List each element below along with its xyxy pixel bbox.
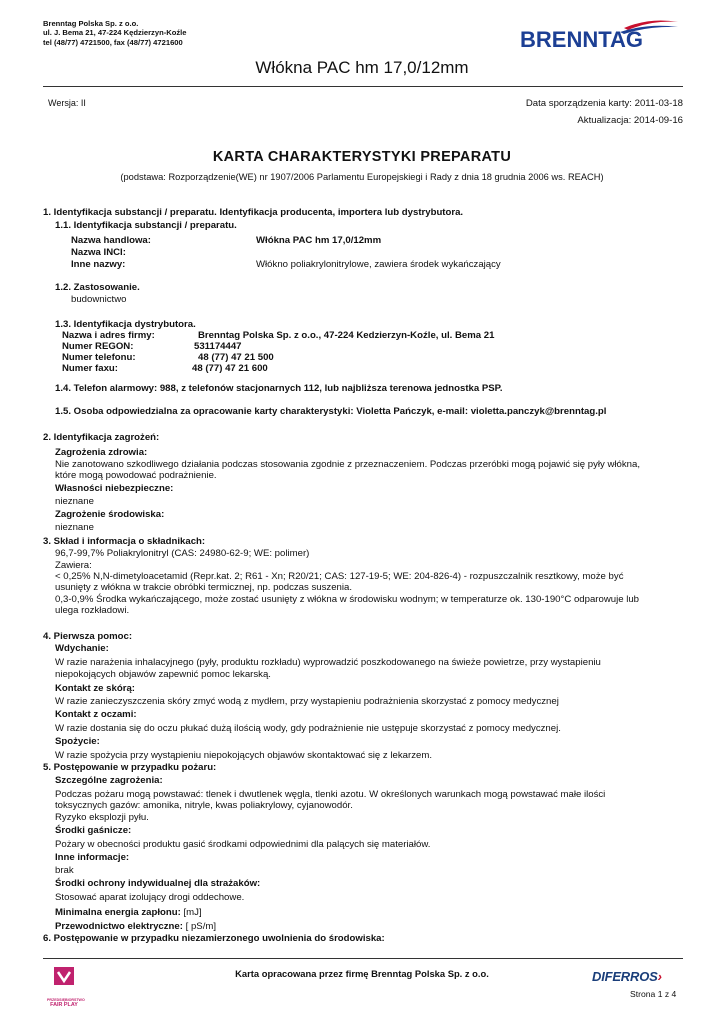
section-4-heading: 4. Pierwsza pomoc: <box>43 631 133 642</box>
product-title: Włókna PAC hm 17,0/12mm <box>255 58 469 77</box>
composition-line-2: Zawiera: <box>55 560 92 571</box>
fair-play-title: FAIR PLAY <box>50 1002 78 1008</box>
ignition-energy-label: Minimalna energia zapłonu: <box>55 907 181 918</box>
composition-line-5: 0,3-0,9% Środka wykańczającego, może zostać usunięty z włókna w środowisku wodnym; w temperaturze ok. 130-190°C odparowuje lub <box>55 594 640 605</box>
section-6-heading: 6. Postępowanie w przypadku niezamierzonego uwolnienia do środowiska: <box>43 933 385 944</box>
section-1-2-heading: 1.2. Zastosowanie. <box>55 282 140 293</box>
company-phone: tel (48/77) 4721500, fax (48/77) 4721600 <box>43 37 183 47</box>
phone-label: Numer telefonu: <box>62 352 136 363</box>
eye-contact-label: Kontakt z oczami: <box>55 709 137 720</box>
environment-hazard-value: nieznane <box>55 522 94 533</box>
section-3-heading: 3. Skład i informacja o składnikach: <box>43 536 206 547</box>
company-address <box>43 19 187 47</box>
section-2-heading: 2. Identyfikacja zagrożeń: <box>43 432 160 443</box>
firefighter-ppe-line: Stosować aparat izolujący drogi oddechowe. <box>55 892 245 903</box>
document-title: KARTA CHARAKTERYSTYKI PREPARATU <box>212 149 512 165</box>
composition-line-3: < 0,25% N,N-dimetyloacetamid (Repr.kat. 2; R61 - Xn; R20/21; CAS: 127-19-5; WE: 204-826-4) - rozpuszczalnik resztkowy, może być <box>55 571 624 582</box>
section-1-4-emergency: 1.4. Telefon alarmowy: 988, z telefonów stacjonarnych 112, lub najbliższa terenowa jednostka PSP. <box>55 383 503 394</box>
use-value: budownictwo <box>71 294 127 305</box>
regon-label: Numer REGON: <box>62 341 134 352</box>
dangerous-properties-value: nieznane <box>55 496 94 507</box>
composition-line-4: usunięty z włókna w trakcie obróbki termicznej, np. podczas suszenia. <box>55 582 353 593</box>
ingestion-line: W razie spożycia przy wystąpieniu niepokojących objawów skontaktować się z lekarzem. <box>55 750 432 761</box>
conductivity-value: [ pS/m] <box>185 921 217 932</box>
fair-play-subtitle: PRZEDSIĘBIORSTWO <box>47 998 85 1002</box>
environment-hazard-label: Zagrożenie środowiska: <box>55 509 165 520</box>
inhalation-label: Wdychanie: <box>55 643 109 654</box>
other-names-label: Inne nazwy: <box>71 259 126 270</box>
company-name: Brenntag Polska Sp. z o.o. <box>43 19 139 28</box>
other-info-value: brak <box>55 865 74 876</box>
trade-name-label: Nazwa handlowa: <box>71 235 151 246</box>
regon-value: 531174447 <box>194 341 242 352</box>
section-1-5-contact: 1.5. Osoba odpowiedzialna za opracowanie karty charakterystyki: Violetta Pańczyk, e-mail: violetta.panczyk@brenntag.pl <box>55 406 607 417</box>
date-created: Data sporządzenia karty: 2011-03-18 <box>525 98 683 109</box>
logo-text: BRENNTAG <box>520 27 644 52</box>
header-divider <box>43 86 683 87</box>
fax-label: Numer faxu: <box>62 363 118 374</box>
diferros-text: DIFERROS <box>592 969 658 984</box>
inhalation-line-1: W razie narażenia inhalacyjnego (pyły, produktu rozkładu) wyprowadzić poszkodowanego na świeże powietrze, przy wystapieniu <box>55 657 601 668</box>
extinguishing-label: Środki gaśnicze: <box>55 825 132 836</box>
health-hazards-label: Zagrożenia zdrowia: <box>55 447 148 458</box>
section-1-heading: 1. Identyfikacja substancji / preparatu. Identyfikacja producenta, importera lub dystrybutora. <box>43 207 464 218</box>
legal-basis: (podstawa: Rozporządzenie(WE) nr 1907/2006 Parlamentu Europejskiegi i Rady z dnia 18 grudnia 2006 ws. REACH) <box>120 172 604 182</box>
footer-prepared-by: Karta opracowana przez firmę Brenntag Polska Sp. z o.o. <box>235 968 489 979</box>
special-hazards-line-2: toksycznych gazów: amonika, nitryle, kwas poliakrylowy, cyjanowodór. <box>55 800 353 811</box>
other-info-label: Inne informacje: <box>55 852 130 863</box>
skin-contact-label: Kontakt ze skórą: <box>55 683 135 694</box>
section-5-heading: 5. Postępowanie w przypadku pożaru: <box>43 762 217 773</box>
trade-name-value: Włókna PAC hm 17,0/12mm <box>256 235 382 246</box>
company-address-label: Nazwa i adres firmy: <box>62 330 155 341</box>
conductivity-label: Przewodnictwo elektryczne: <box>55 921 183 932</box>
diferros-logo <box>592 969 662 984</box>
phone-value: 48 (77) 47 21 500 <box>198 352 274 363</box>
health-hazards-line-2: które mogą powodować podrażnienie. <box>55 470 217 481</box>
brenntag-logo <box>520 14 680 54</box>
ignition-energy-row <box>55 907 202 919</box>
special-hazards-line-1: Podczas pożaru mogą powstawać: tlenek i dwutlenek węgla, tlenki azotu. W określonych warunkach mogą powstawać małe ilości <box>55 789 606 800</box>
inci-name-label: Nazwa INCI: <box>71 247 126 258</box>
eye-contact-line: W razie dostania się do oczu płukać dużą ilością wody, gdy podrażnienie nie ustępuje skorzystać z pomocy medycznej. <box>55 723 561 734</box>
firefighter-ppe-label: Środki ochrony indywidualnej dla strażaków: <box>55 878 261 889</box>
section-1-1-heading: 1.1. Identyfikacja substancji / preparatu. <box>55 220 237 231</box>
date-updated: Aktualizacja: 2014-09-16 <box>577 115 683 126</box>
fax-value: 48 (77) 47 21 600 <box>192 363 268 374</box>
composition-line-1: 96,7-99,7% Poliakrylonitryl (CAS: 24980-62-9; WE: polimer) <box>55 548 310 559</box>
company-street: ul. J. Bema 21, 47-224 Kędzierzyn-Koźle <box>43 28 187 38</box>
special-hazards-label: Szczególne zagrożenia: <box>55 775 163 786</box>
footer-divider <box>43 958 683 959</box>
section-1-3-heading: 1.3. Identyfikacja dystrybutora. <box>55 319 196 330</box>
page-number: Strona 1 z 4 <box>630 989 677 999</box>
ignition-energy-value: [mJ] <box>183 907 202 918</box>
skin-contact-line: W razie zanieczyszczenia skóry zmyć wodą z mydłem, przy wystapieniu podrażnienia skorzystać z pomocy medycznej <box>55 696 559 707</box>
company-address-value: Brenntag Polska Sp. z o.o., 47-224 Kedzierzyn-Koźle, ul. Bema 21 <box>198 330 495 341</box>
other-names-value: Włókno poliakrylonitrylowe, zawiera środek wykańczający <box>256 259 501 270</box>
special-hazards-line-3: Ryzyko eksplozji pyłu. <box>55 812 149 823</box>
ingestion-label: Spożycie: <box>55 736 100 747</box>
inhalation-line-2: niepokojących objawów zapewnić pomoc lekarską. <box>55 669 271 680</box>
conductivity-row <box>55 921 216 933</box>
version-label: Wersja: II <box>48 98 86 108</box>
dangerous-properties-label: Własności niebezpieczne: <box>55 483 174 494</box>
composition-line-6: ulega rozkładowi. <box>55 605 130 616</box>
health-hazards-line-1: Nie zanotowano szkodliwego działania podczas stosowania zgodnie z przeznaczeniem. Podczas przeróbki mogą pojawić się pyły włókna, <box>55 459 640 470</box>
chevron-right-icon: › <box>657 969 662 984</box>
extinguishing-line: Pożary w obecności produktu gasić środkami odpowiednimi dla palących się materiałów. <box>55 839 431 850</box>
